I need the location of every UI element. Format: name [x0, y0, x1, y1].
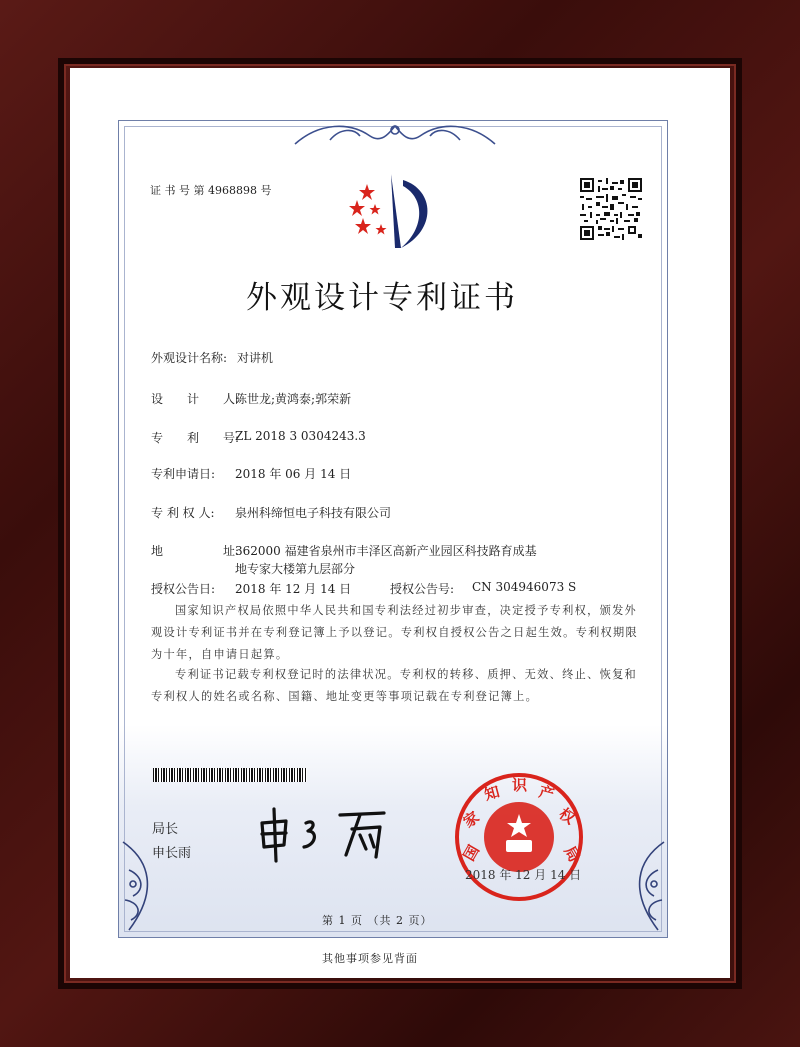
grant-number-value: CN 304946073 S [472, 580, 577, 594]
grant-date-label: 授权公告日: [151, 582, 216, 596]
svg-text:产: 产 [536, 782, 557, 804]
patentee-value: 泉州科缔恒电子科技有限公司 [235, 506, 392, 520]
page-indicator: 第 1 页 （共 2 页） [322, 914, 433, 927]
svg-text:识: 识 [512, 776, 528, 794]
svg-text:局: 局 [560, 843, 584, 866]
address-line-2: 地专家大楼第九层部分 [235, 562, 356, 576]
svg-text:国: 国 [459, 841, 483, 864]
barcode-icon [153, 768, 307, 782]
top-ornament-icon [290, 118, 500, 150]
grant-statement-paragraph: 国家知识产权局依照中华人民共和国专利法经过初步审查，决定授予专利权，颁发外观设计专利证书并在专利登记簿上予以登记。专利权自授权公告之日起生效。专利权期限为十年，自申请日起算。 [151, 604, 639, 661]
seal-date: 2018 年 12 月 14 日 [465, 868, 582, 882]
patent-number-value: ZL 2018 3 0304243.3 [235, 429, 366, 443]
certificate-number: 证 书 号 第 4968898 号 [150, 184, 272, 197]
certificate-title: 外观设计专利证书 [246, 280, 518, 316]
filing-date-value: 2018 年 06 月 14 日 [235, 467, 352, 481]
address-label: 地 址: [151, 544, 240, 558]
design-name-value: 对讲机 [237, 351, 274, 365]
designer-label: 设 计 人: [151, 392, 240, 406]
qr-code-icon [580, 178, 642, 240]
official-seal-icon [452, 770, 586, 904]
corner-ornament-left-icon [119, 840, 169, 934]
director-name: 申长雨 [152, 846, 192, 861]
director-signature-icon [256, 805, 396, 865]
svg-text:家: 家 [459, 807, 483, 832]
svg-text:知: 知 [482, 782, 502, 804]
svg-text:权: 权 [555, 804, 579, 828]
grant-date-value: 2018 年 12 月 14 日 [235, 582, 352, 596]
patent-number-label: 专 利 号: [151, 431, 240, 445]
filing-date-label: 专利申请日: [151, 467, 216, 481]
patent-office-emblem-icon [345, 170, 445, 252]
address-line-1: 362000 福建省泉州市丰泽区高新产业园区科技路育成基 [235, 544, 537, 558]
legal-status-paragraph: 专利证书记载专利权登记时的法律状况。专利权的转移、质押、无效、终止、恢复和专利权人的姓名或名称、国籍、地址变更等事项记载在专利登记簿上。 [151, 668, 638, 703]
back-note: 其他事项参见背面 [322, 952, 418, 965]
corner-ornament-right-icon [630, 840, 668, 934]
patentee-label: 专 利 权 人: [151, 506, 215, 520]
director-title: 局长 [152, 822, 179, 837]
grant-number-label: 授权公告号: [390, 582, 455, 596]
design-name-label: 外观设计名称: [151, 351, 228, 365]
designer-value: 陈世龙;黄鸿泰;郭荣新 [235, 392, 352, 406]
